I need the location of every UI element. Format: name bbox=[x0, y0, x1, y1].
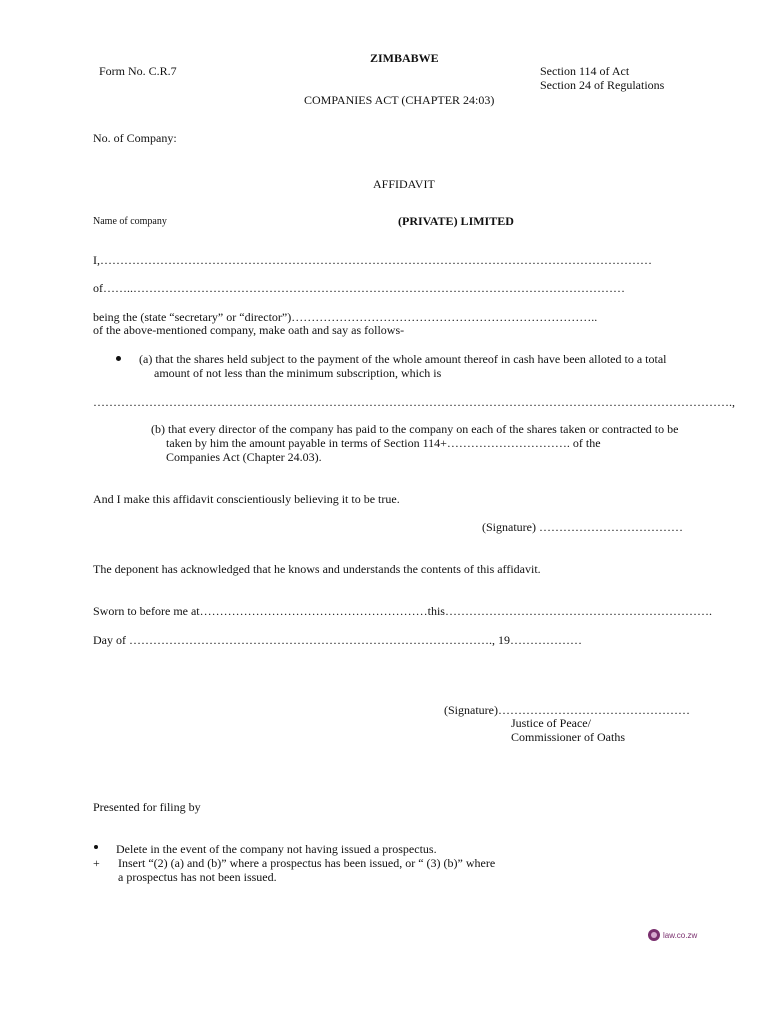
footnote-2-marker: + bbox=[93, 856, 100, 870]
company-number-label: No. of Company: bbox=[93, 131, 177, 145]
clause-a-line-2: amount of not less than the minimum subscription, which is bbox=[154, 366, 442, 380]
document-title: AFFIDAVIT bbox=[373, 177, 435, 191]
clause-b-line-1: (b) that every director of the company has paid to the company on each of the shares taken or contracted to be bbox=[151, 422, 679, 436]
act-title: COMPANIES ACT (CHAPTER 24:03) bbox=[304, 93, 495, 107]
deponent-address-line: of……..…………………………………………………………………………………………………………… bbox=[93, 281, 625, 295]
law-watermark bbox=[648, 929, 697, 941]
law-logo-text: law.co.zw bbox=[663, 930, 698, 940]
clause-b-line-2: taken by him the amount payable in terms of Section 114+…………………………. of the bbox=[166, 436, 601, 450]
sworn-location-line: Sworn to before me at…………………………………………………this…………………………………………………………. bbox=[93, 604, 712, 618]
deponent-name-line: I,………………………………………………………………………………………………………………………… bbox=[93, 253, 652, 267]
form-number: Form No. C.R.7 bbox=[99, 64, 177, 78]
sworn-date-line: Day of ………………………………………………………………………………., 19……………… bbox=[93, 633, 582, 647]
bullet-icon bbox=[116, 356, 121, 361]
company-name-label: Name of company bbox=[93, 216, 167, 227]
footnote-2-line-1: Insert “(2) (a) and (b)” where a prospectus has been issued, or “ (3) (b)” where bbox=[118, 856, 496, 870]
officer-title-line-2: Commissioner of Oaths bbox=[511, 730, 625, 744]
officer-signature-line: (Signature)………………………………………… bbox=[444, 703, 690, 717]
law-logo-icon bbox=[648, 929, 660, 941]
deponent-capacity-line: being the (state “secretary” or “director”)………………………………………………………………….. bbox=[93, 310, 598, 324]
officer-title-line-1: Justice of Peace/ bbox=[511, 716, 591, 730]
presented-for-filing-label: Presented for filing by bbox=[93, 800, 201, 814]
company-name-suffix: (PRIVATE) LIMITED bbox=[398, 214, 514, 228]
deponent-signature-line: (Signature) ……………………………… bbox=[482, 520, 683, 534]
oath-intro-line: of the above-mentioned company, make oath and say as follows- bbox=[93, 323, 405, 337]
footnote-2-line-2: a prospectus has not been issued. bbox=[118, 870, 277, 884]
footnote-1: Delete in the event of the company not having issued a prospectus. bbox=[116, 842, 437, 856]
clause-a-line-1: (a) that the shares held subject to the payment of the whole amount thereof in cash have been alloted to a total bbox=[139, 352, 667, 366]
oath-statement: And I make this affidavit conscientiously believing it to be true. bbox=[93, 492, 400, 506]
clause-a-amount-line: ……………………………………………………………………………………………………………………………………………., bbox=[93, 395, 735, 409]
section-regulations-reference: Section 24 of Regulations bbox=[540, 78, 665, 92]
section-act-reference: Section 114 of Act bbox=[540, 64, 630, 78]
country-heading: ZIMBABWE bbox=[370, 51, 439, 65]
clause-b-line-3: Companies Act (Chapter 24.03). bbox=[166, 450, 322, 464]
footnote-bullet-icon bbox=[94, 845, 98, 849]
deponent-acknowledgement: The deponent has acknowledged that he knows and understands the contents of this affidavit. bbox=[93, 562, 541, 576]
